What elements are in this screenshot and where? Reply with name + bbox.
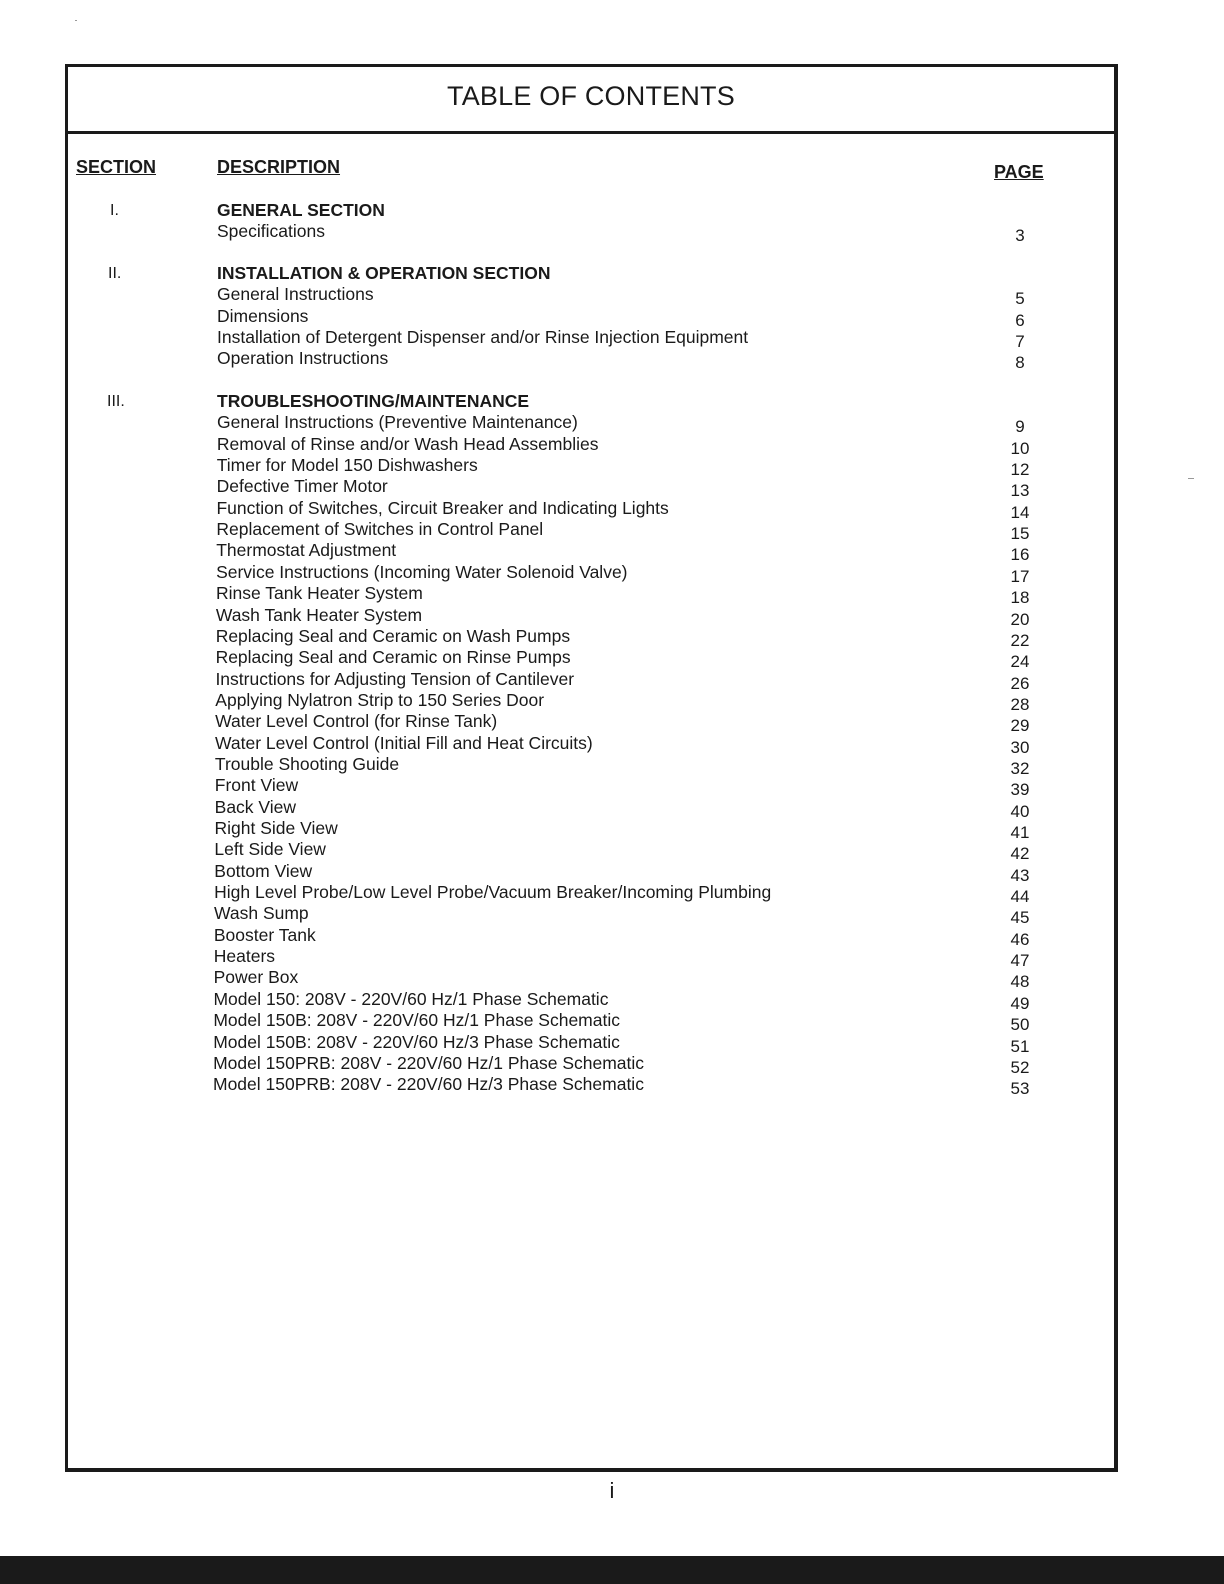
toc-entry-page: 6 [1015,310,1025,330]
toc-entry-page: 42 [1010,844,1030,864]
toc-entry-page: 39 [1010,780,1030,800]
toc-entry-page: 7 [1015,332,1025,352]
section-title: INSTALLATION & OPERATION SECTION [217,263,551,283]
toc-entry-label: Model 150B: 208V - 220V/60 Hz/1 Phase Schematic [213,1010,620,1031]
toc-entry-label: Operation Instructions [217,348,389,369]
toc-entry-label: Specifications [217,221,325,242]
toc-entry-page: 51 [1010,1036,1030,1056]
toc-entry-label: Replacing Seal and Ceramic on Rinse Pumps [215,647,571,668]
toc-entry-label: Model 150: 208V - 220V/60 Hz/1 Phase Schematic [213,988,609,1009]
toc-entry-page: 18 [1010,588,1030,608]
toc-entry-label: Replacement of Switches in Control Panel [216,519,544,540]
toc-entry-label: Timer for Model 150 Dishwashers [216,455,478,476]
toc-entry-page: 43 [1010,865,1030,885]
toc-entry-label: Trouble Shooting Guide [214,753,400,774]
page-title: TABLE OF CONTENTS [447,81,735,111]
toc-entry-label: Instructions for Adjusting Tension of Cantilever [215,668,575,689]
toc-entry-label: Front View [214,775,299,796]
toc-entry-page: 50 [1010,1015,1030,1035]
toc-entry-label: General Instructions [217,284,374,305]
section-number: II. [108,265,122,282]
toc-entry-label: Model 150PRB: 208V - 220V/60 Hz/1 Phase Schematic [213,1052,645,1073]
toc-entry-page: 41 [1010,823,1030,842]
toc-entry-page: 32 [1010,758,1030,778]
title-box [68,67,1114,134]
toc-entry-label: Back View [214,796,297,817]
footer-page-number: i [609,1478,615,1503]
toc-entry-page: 15 [1010,524,1030,544]
toc-entry-page: 30 [1010,737,1030,757]
toc-entry-page: 22 [1010,630,1030,650]
toc-entry-label: Water Level Control (for Rinse Tank) [215,711,498,732]
toc-entry-page: 53 [1010,1079,1030,1099]
toc-entry-label: Replacing Seal and Ceramic on Wash Pumps [215,625,571,646]
toc-entry-label: Rinse Tank Heater System [215,583,423,604]
description-column-header: DESCRIPTION [217,157,341,177]
scan-speck [75,20,77,21]
toc-entry-page: 16 [1010,545,1030,565]
toc-entry-label: Function of Switches, Circuit Breaker and Indicating Lights [216,497,669,518]
toc-entry-label: Left Side View [214,839,326,860]
toc-entry-label: Wash Tank Heater System [215,604,423,625]
toc-entry-label: Thermostat Adjustment [216,540,397,561]
toc-entry-label: Water Level Control (Initial Fill and Heat Circuits) [215,732,593,753]
toc-entry-page: 13 [1010,481,1030,501]
toc-entry-label: General Instructions (Preventive Maintenance) [217,412,578,433]
toc-entry-page: 8 [1015,353,1025,373]
toc-entry-label: Bottom View [214,860,313,881]
toc-entry-label: Installation of Detergent Dispenser and/or Rinse Injection Equipment [217,327,749,348]
scan-speck [1188,478,1194,479]
toc-entry-label: Right Side View [214,818,338,838]
toc-entry-label: Wash Sump [214,903,309,924]
toc-entry-label: Model 150PRB: 208V - 220V/60 Hz/3 Phase Schematic [213,1074,644,1095]
toc-entry-page: 40 [1010,801,1030,821]
toc-entry-label: Applying Nylatron Strip to 150 Series Door [215,689,545,710]
toc-entry-page: 26 [1010,673,1030,693]
toc-entry-page: 20 [1010,609,1030,629]
section-title: GENERAL SECTION [217,200,385,220]
toc-entry-page: 47 [1010,951,1030,971]
toc-entry-label: Service Instructions (Incoming Water Solenoid Valve) [216,561,628,582]
toc-entry-page: 14 [1010,502,1030,522]
scan-bottom-edge [0,1556,1224,1584]
toc-entry-page: 12 [1010,460,1030,480]
toc-entry-label: Dimensions [217,305,309,326]
toc-entry-page: 44 [1010,887,1030,907]
section-title: TROUBLESHOOTING/MAINTENANCE [217,391,530,411]
page-column-header: PAGE [994,162,1044,182]
toc-entry-page: 46 [1010,929,1030,949]
toc-entry-page: 3 [1015,226,1025,246]
toc-entry-page: 45 [1010,908,1030,928]
toc-entry-label: Model 150B: 208V - 220V/60 Hz/3 Phase Schematic [213,1031,620,1052]
toc-entry-label: High Level Probe/Low Level Probe/Vacuum Breaker/Incoming Plumbing [214,882,772,903]
toc-entry-label: Removal of Rinse and/or Wash Head Assemblies [216,433,599,454]
section-number: III. [107,393,125,410]
toc-entry-label: Booster Tank [213,924,316,945]
toc-entry-label: Heaters [213,946,276,967]
toc-entry-page: 9 [1015,417,1025,437]
toc-entry-page: 48 [1010,972,1030,992]
toc-entry-page: 28 [1010,694,1030,714]
toc-entry-label: Defective Timer Motor [216,476,388,497]
toc-entry-page: 5 [1015,289,1025,309]
toc-entry-label: Power Box [213,967,299,988]
toc-entry-page: 29 [1010,716,1030,736]
section-column-header: SECTION [76,157,157,177]
toc-entry-page: 24 [1010,652,1030,672]
toc-entry-page: 17 [1010,566,1030,586]
toc-entry-page: 49 [1010,993,1030,1013]
section-number: I. [110,202,119,219]
toc-entry-page: 52 [1010,1057,1030,1077]
toc-entry-page: 10 [1010,438,1030,458]
